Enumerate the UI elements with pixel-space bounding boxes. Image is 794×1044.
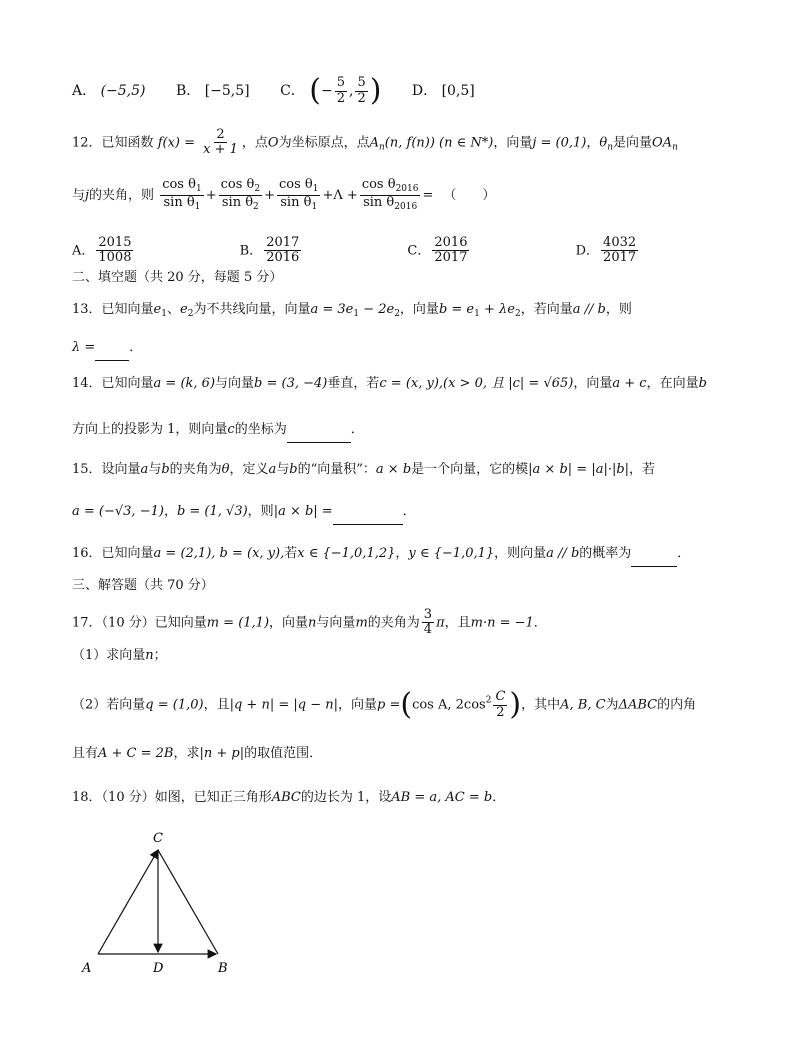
- q12-frac-term1: $\frac{\cos \theta_1}{\sin \theta_1}$: [162, 177, 202, 212]
- q12-option-b: B． $\frac{2017}{2016}$: [239, 235, 300, 266]
- q17-part2: （2）若向量q = (1,0)，且|q + n| = |q − n|，向量p =(cos A, $2\cos^2$ $\frac{C}{2}$ )，其中A, B, C为ΔABC的内角: [72, 687, 697, 722]
- q12-option-d: D． $\frac{4032}{2017}$: [575, 235, 637, 266]
- q16-answer-blank: [631, 546, 677, 567]
- q12-frac-term2016: $\frac{\cos \theta_{2016}}{\sin \theta_{2016}}$: [361, 177, 419, 212]
- q11-option-d: D． [0,5]: [411, 83, 475, 99]
- label-b: B: [218, 961, 228, 976]
- q12-frac-term3: $\frac{\cos \theta_1}{\sin \theta_1}$: [278, 177, 319, 212]
- q12-option-a: A． $\frac{2015}{1008}$: [72, 235, 132, 266]
- q17-c-half-frac: $\frac{C}{2}$: [495, 689, 506, 720]
- q17-part2-cont: 且有A + C = 2B，求|n + p|的取值范围．: [72, 746, 323, 761]
- label-d: D: [153, 961, 164, 976]
- section-2-heading: 二、填空题（共 20 分，每题 5 分）: [72, 270, 283, 285]
- q15-line2: a = (−√3, −1)，b = (1, √3)，则|a × b| = ．: [72, 502, 416, 525]
- q12-option-c: C． $\frac{2016}{2017}$: [407, 235, 468, 266]
- side-ac: [98, 850, 158, 954]
- q12-function-frac: $\frac{2}{x + 1}$: [203, 127, 238, 158]
- section-3-heading: 三、解答题（共 70 分）: [72, 578, 214, 593]
- q15-line1: 15．设向量a与b的夹角为θ，定义a与b的“向量积”：a × b是一个向量，它的模|a × b| = |a|·|b|，若: [72, 462, 656, 477]
- q17-line1: 17．（10 分）已知向量m = (1,1)，向量n与向量m的夹角为 $\frac{3}{4}$ π，且m·n = −1．: [72, 607, 547, 638]
- vector-ac-arrow: [154, 850, 158, 857]
- q11-option-b: B． [−5,5]: [175, 83, 250, 99]
- q14-answer-blank: [287, 422, 351, 443]
- triangle-figure: [78, 826, 248, 982]
- q13-line2: λ = ．: [72, 338, 142, 361]
- q15-answer-blank: [333, 504, 403, 525]
- q13-line1: 13．已知向量$e_1$、$e_2$为不共线向量，向量$a = 3e_1 - 2e_2$，向量$b = e_1 + \lambda e_2$，若向量a // b，则: [72, 302, 632, 319]
- q12-frac-term2: $\frac{\cos \theta_2}{\sin \theta_2}$: [220, 177, 261, 212]
- q12-line1: 12．已知函数 f(x) = $\frac{2}{x + 1}$ ，点O为坐标原点，点$A_n(n$, f(n)) (n ∈ N*)，向量j = (0,1)，$\theta_n$是向量$OA_n$: [72, 127, 678, 158]
- q13-answer-blank: [95, 340, 129, 361]
- q14-line2: 方向上的投影为 1，则向量c的坐标为 ．: [72, 420, 364, 443]
- q12-options: [72, 236, 640, 266]
- label-c: C: [153, 831, 163, 846]
- q17-part1: （1）求向量n；: [72, 648, 167, 663]
- q17-angle-frac: $\frac{3}{4}$: [423, 607, 433, 638]
- label-a: A: [82, 961, 92, 976]
- q12-line2: 与j的夹角，则 $\frac{\cos \theta_1}{\sin \theta_1}$ + $\frac{\cos \theta_2}{\sin \theta_2}$ + $\frac{\cos \theta_1}{\sin \theta_1}$ +Λ + $\frac{\cos \theta_{2016}}{\sin \theta_{2016}}$ = （ ）: [72, 177, 496, 212]
- q14-line1: 14．已知向量a = (k, 6)与向量b = (3, −4)垂直，若c = (x, y),(x > 0, 且 |c| = √65)，向量a + c，在向量b: [72, 376, 707, 391]
- q11-options: [72, 73, 475, 108]
- q11-c-frac2: $\frac{5}{2}$: [357, 75, 366, 106]
- q11-c-frac1: $\frac{5}{2}$: [336, 75, 345, 106]
- side-cb: [158, 850, 218, 954]
- q18-line1: 18．（10 分）如图，已知正三角形ABC的边长为 1，设AB = a, AC = b．: [72, 790, 506, 805]
- q11-option-c: C． (− $\frac{5}{2}$ , $\frac{5}{2}$ ): [280, 73, 382, 108]
- q11-option-a: A． (−5,5): [72, 83, 146, 99]
- q16-line1: 16．已知向量a = (2,1), b = (x, y),若x ∈ {−1,0,1,2}，y ∈ {−1,0,1}，则向量a // b的概率为 ．: [72, 544, 690, 567]
